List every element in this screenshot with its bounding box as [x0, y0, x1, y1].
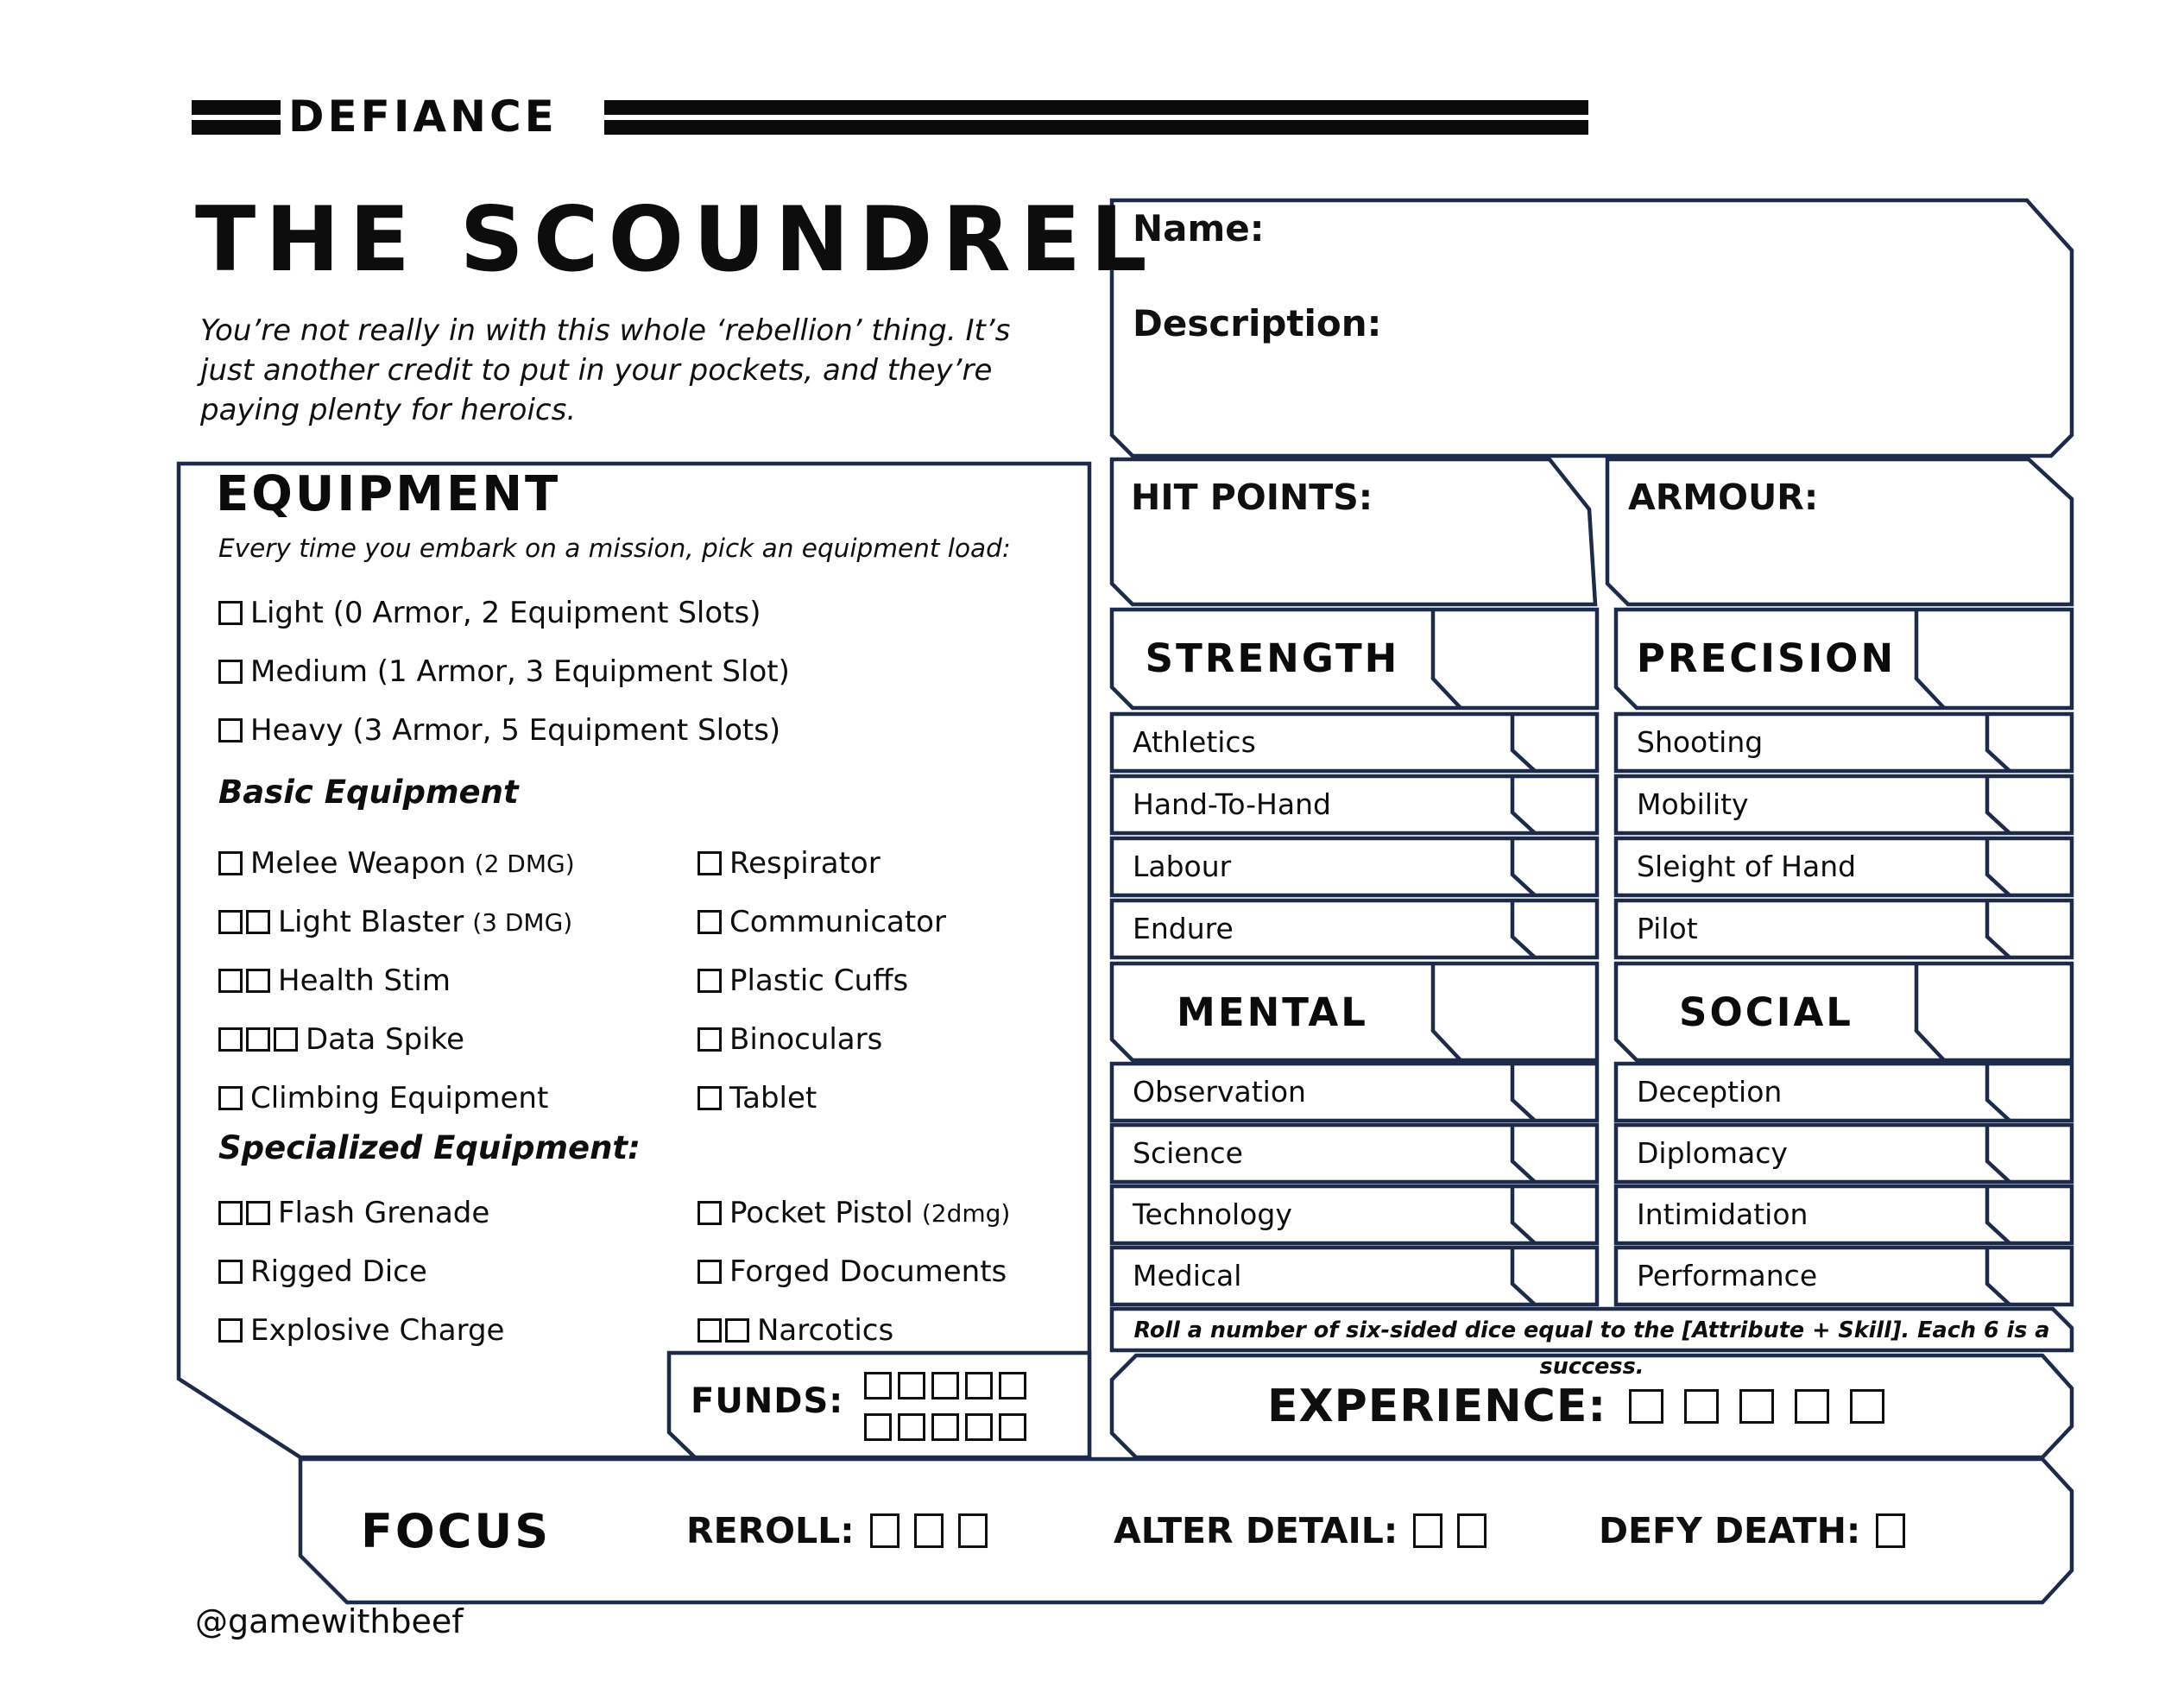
equipment-item — [697, 1242, 1086, 1301]
checkbox[interactable] — [697, 1027, 722, 1052]
alter-detail-group — [1114, 1511, 1501, 1551]
tagline-line: just another credit to put in your pockets, and they’re — [200, 353, 993, 388]
equipment-subtitle: Every time you embark on a mission, pick an equipment load: — [218, 534, 1011, 563]
name-field[interactable] — [1278, 205, 2037, 261]
focus-label: FOCUS — [361, 1504, 552, 1558]
equipment-item-label: Plastic Cuffs — [729, 964, 909, 998]
skill-label-deception: Deception — [1637, 1075, 1783, 1109]
skill-label-intimidation: Intimidation — [1637, 1197, 1808, 1231]
basic-equipment-right — [697, 834, 1086, 1128]
science-value-field[interactable] — [1518, 1128, 1592, 1179]
checkbox[interactable] — [898, 1413, 925, 1441]
checkbox[interactable] — [931, 1413, 959, 1441]
equipment-item-label: Explosive Charge — [250, 1313, 505, 1348]
checkbox[interactable] — [1795, 1389, 1829, 1424]
checkbox[interactable] — [958, 1513, 988, 1548]
skill-label-diplomacy: Diplomacy — [1637, 1136, 1788, 1170]
description-field[interactable] — [1347, 302, 2037, 440]
endure-value-field[interactable] — [1518, 903, 1592, 955]
precision-header: PRECISION — [1636, 635, 1897, 681]
specialized-equipment-right — [697, 1184, 1086, 1360]
equipment-title: EQUIPMENT — [216, 466, 561, 522]
diplomacy-value-field[interactable] — [1992, 1128, 2067, 1179]
checkbox[interactable] — [218, 1086, 243, 1110]
skill-label-performance: Performance — [1637, 1259, 1818, 1292]
checkbox[interactable] — [697, 1318, 722, 1343]
skill-label-medical: Medical — [1133, 1259, 1242, 1292]
brand-logo: DEFIANCE — [288, 92, 558, 142]
checkbox[interactable] — [218, 1318, 243, 1343]
experience-section — [1267, 1374, 1905, 1439]
checkbox[interactable] — [965, 1372, 993, 1400]
checkbox[interactable] — [246, 910, 270, 934]
checkbox[interactable] — [246, 1201, 270, 1225]
equipment-item-label: Rigged Dice — [250, 1254, 427, 1289]
checkbox[interactable] — [864, 1372, 892, 1400]
checkbox[interactable] — [870, 1513, 899, 1548]
equipment-item-note: (3 DMG) — [472, 907, 573, 937]
checkbox[interactable] — [914, 1513, 944, 1548]
skill-label-pilot: Pilot — [1637, 912, 1698, 945]
checkbox[interactable] — [1413, 1513, 1442, 1548]
social-value-field[interactable] — [1922, 969, 2067, 1055]
checkbox[interactable] — [697, 1201, 722, 1225]
equipment-item — [697, 1010, 1086, 1069]
equipment-item-label: Forged Documents — [729, 1254, 1007, 1289]
equipment-item — [218, 584, 995, 642]
equipment-item-label: Medium (1 Armor, 3 Equipment Slot) — [250, 654, 790, 689]
skill-label-observation: Observation — [1133, 1075, 1306, 1109]
dice-rule-note: Roll a number of six-sided dice equal to the [Attribute + Skill]. Each 6 is a success. — [1133, 1317, 2050, 1380]
name-label: Name: — [1133, 207, 1265, 250]
defy-death-checkboxes — [1876, 1513, 1920, 1548]
strength-header: STRENGTH — [1145, 635, 1400, 681]
checkbox[interactable] — [1739, 1389, 1774, 1424]
checkbox[interactable] — [697, 1260, 722, 1284]
checkbox[interactable] — [1876, 1513, 1905, 1548]
checkbox[interactable] — [864, 1413, 892, 1441]
equipment-item — [218, 893, 702, 951]
medical-value-field[interactable] — [1518, 1250, 1592, 1302]
alter-detail-checkboxes — [1413, 1513, 1501, 1548]
checkbox[interactable] — [246, 969, 270, 993]
reroll-label: REROLL: — [686, 1510, 855, 1551]
equipment-item-label: Respirator — [729, 846, 881, 881]
skill-label-hand-to-hand: Hand-To-Hand — [1133, 787, 1331, 821]
checkbox[interactable] — [697, 851, 722, 875]
equipment-item-label: Tablet — [729, 1081, 817, 1115]
basic-equipment-left — [218, 834, 702, 1128]
skill-label-science: Science — [1133, 1136, 1243, 1170]
equipment-item — [218, 1069, 702, 1128]
equipment-item-label: Narcotics — [757, 1313, 894, 1348]
funds-checkboxes-row1 — [864, 1372, 1032, 1400]
social-header: SOCIAL — [1679, 989, 1853, 1035]
equipment-item — [697, 1301, 1086, 1360]
observation-value-field[interactable] — [1518, 1066, 1592, 1118]
checkbox[interactable] — [218, 660, 243, 684]
checkbox[interactable] — [1629, 1389, 1663, 1424]
checkbox[interactable] — [218, 1027, 243, 1052]
equipment-item-label: Data Spike — [306, 1022, 464, 1057]
specialized-equipment-heading: Specialized Equipment: — [218, 1129, 641, 1166]
funds-label: FUNDS: — [691, 1381, 844, 1421]
checkbox[interactable] — [697, 969, 722, 993]
page-title: THE SCOUNDREL — [195, 188, 1157, 292]
experience-label: EXPERIENCE: — [1267, 1381, 1607, 1432]
equipment-item — [218, 834, 702, 893]
skill-label-shooting: Shooting — [1637, 725, 1764, 759]
reroll-group — [686, 1511, 1002, 1551]
alter-detail-label: ALTER DETAIL: — [1114, 1510, 1398, 1551]
logo-bar — [192, 120, 281, 135]
intimidation-value-field[interactable] — [1992, 1189, 2067, 1241]
armour-label: ARMOUR: — [1628, 477, 1819, 518]
checkbox[interactable] — [697, 910, 722, 934]
equipment-item-label: Communicator — [729, 905, 946, 939]
class-tagline — [200, 311, 1115, 430]
technology-value-field[interactable] — [1518, 1189, 1592, 1241]
checkbox[interactable] — [1850, 1389, 1884, 1424]
equipment-item-label: Light (0 Armor, 2 Equipment Slots) — [250, 596, 761, 630]
skill-label-athletics: Athletics — [1133, 725, 1256, 759]
checkbox[interactable] — [246, 1027, 270, 1052]
experience-checkboxes — [1629, 1389, 1905, 1424]
defy-death-label: DEFY DEATH: — [1599, 1510, 1861, 1551]
reroll-checkboxes — [870, 1513, 1002, 1548]
hit-points-field[interactable] — [1131, 521, 1571, 597]
equipment-item — [218, 1301, 702, 1360]
precision-value-field[interactable] — [1922, 615, 2067, 703]
checkbox[interactable] — [218, 1201, 243, 1225]
checkbox[interactable] — [218, 718, 243, 742]
mobility-value-field[interactable] — [1992, 779, 2067, 831]
logo-bar — [604, 120, 1588, 135]
shooting-value-field[interactable] — [1992, 717, 2067, 768]
checkbox[interactable] — [999, 1413, 1026, 1441]
checkbox[interactable] — [898, 1372, 925, 1400]
skill-label-labour: Labour — [1133, 850, 1232, 883]
tagline-line: paying plenty for heroics. — [200, 393, 577, 427]
checkbox[interactable] — [1684, 1389, 1719, 1424]
equipment-item — [697, 1184, 1086, 1242]
tagline-line: You’re not really in with this whole ‘rebellion’ thing. It’s — [200, 313, 1011, 348]
equipment-item-label: Heavy (3 Armor, 5 Equipment Slots) — [250, 713, 781, 748]
equipment-item — [218, 701, 995, 760]
labour-value-field[interactable] — [1518, 841, 1592, 893]
basic-equipment-heading: Basic Equipment — [218, 774, 519, 811]
equipment-item-label: Health Stim — [278, 964, 451, 998]
logo-bar — [604, 100, 1588, 115]
equipment-item-label: Binoculars — [729, 1022, 883, 1057]
hit-points-label: HIT POINTS: — [1131, 477, 1373, 518]
deception-value-field[interactable] — [1992, 1066, 2067, 1118]
equipment-item — [218, 1010, 702, 1069]
athletics-value-field[interactable] — [1518, 717, 1592, 768]
skill-label-technology: Technology — [1133, 1197, 1292, 1231]
checkbox[interactable] — [218, 969, 243, 993]
equipment-item-note: (2dmg) — [921, 1198, 1011, 1228]
funds-checkboxes-row2 — [864, 1413, 1032, 1441]
equipment-item — [218, 951, 702, 1010]
defy-death-group — [1599, 1511, 1920, 1551]
checkbox[interactable] — [274, 1027, 298, 1052]
mental-header: MENTAL — [1177, 989, 1368, 1035]
skill-label-mobility: Mobility — [1637, 787, 1749, 821]
checkbox[interactable] — [965, 1413, 993, 1441]
checkbox[interactable] — [697, 1086, 722, 1110]
equipment-item — [697, 893, 1086, 951]
skill-label-endure: Endure — [1133, 912, 1234, 945]
equipment-item-label: Pocket Pistol — [729, 1196, 913, 1230]
skill-label-sleight-of-hand: Sleight of Hand — [1637, 850, 1857, 883]
checkbox[interactable] — [1457, 1513, 1487, 1548]
equipment-item — [697, 834, 1086, 893]
equipment-item-label: Flash Grenade — [278, 1196, 490, 1230]
equipment-item-label: Climbing Equipment — [250, 1081, 549, 1115]
armour-field[interactable] — [1632, 521, 2046, 597]
checkbox[interactable] — [931, 1372, 959, 1400]
checkbox[interactable] — [218, 1260, 243, 1284]
equipment-item — [218, 642, 995, 701]
strength-value-field[interactable] — [1438, 615, 1592, 703]
author-credit: @gamewithbeef — [195, 1602, 464, 1640]
mental-value-field[interactable] — [1438, 969, 1592, 1055]
equipment-item — [697, 1069, 1086, 1128]
equipment-item-label: Melee Weapon — [250, 846, 466, 881]
logo-bar — [192, 100, 281, 115]
checkbox[interactable] — [999, 1372, 1026, 1400]
checkbox[interactable] — [725, 1318, 749, 1343]
equipment-item-note: (2 DMG) — [474, 849, 575, 878]
checkbox[interactable] — [218, 851, 243, 875]
equipment-item — [697, 951, 1086, 1010]
equipment-item-label: Light Blaster — [278, 905, 464, 939]
pilot-value-field[interactable] — [1992, 903, 2067, 955]
specialized-equipment-left — [218, 1184, 702, 1360]
checkbox[interactable] — [218, 910, 243, 934]
performance-value-field[interactable] — [1992, 1250, 2067, 1302]
checkbox[interactable] — [218, 601, 243, 625]
equipment-load-list — [218, 584, 995, 760]
sleight-of-hand-value-field[interactable] — [1992, 841, 2067, 893]
hand-to-hand-value-field[interactable] — [1518, 779, 1592, 831]
equipment-item — [218, 1184, 702, 1242]
equipment-item — [218, 1242, 702, 1301]
description-label: Description: — [1133, 302, 1382, 344]
